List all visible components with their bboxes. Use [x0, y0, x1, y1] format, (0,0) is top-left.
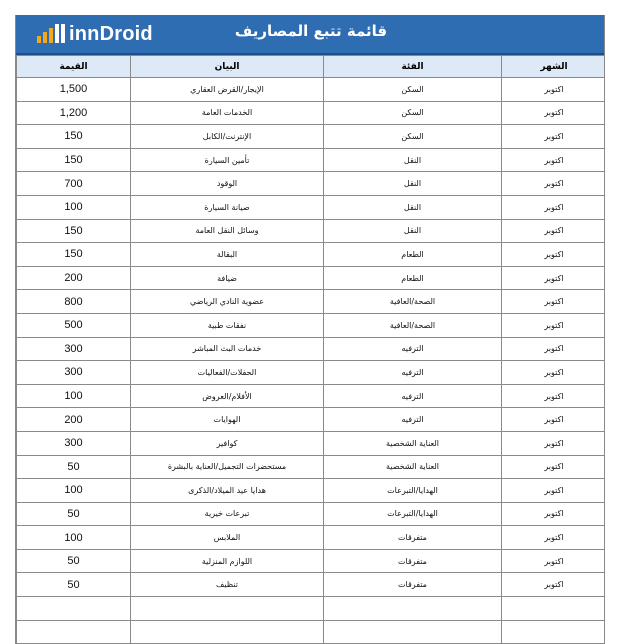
cell-category[interactable]: متفرقات [324, 573, 502, 597]
cell-month[interactable]: اكتوبر [502, 266, 606, 290]
cell-month[interactable]: اكتوبر [502, 337, 606, 361]
column-header-description[interactable]: البيان [131, 56, 324, 78]
table-row [17, 502, 606, 526]
cell-category[interactable]: السكن [324, 101, 502, 125]
cell-month[interactable]: اكتوبر [502, 549, 606, 573]
cell-value[interactable]: 100 [17, 526, 131, 550]
table-row [17, 195, 606, 219]
cell-description[interactable]: مستحضرات التجميل/العناية بالبشرة [131, 455, 324, 479]
cell-description[interactable]: الأفلام/العروض [131, 384, 324, 408]
cell-description[interactable]: هدايا عيد الميلاد/الذكرى [131, 479, 324, 503]
table-row [17, 219, 606, 243]
table-row [17, 431, 606, 455]
cell-category[interactable]: الطعام [324, 266, 502, 290]
cell-value[interactable]: 800 [17, 290, 131, 314]
table-row [17, 384, 606, 408]
cell-category[interactable]: الهدايا/التبرعات [324, 502, 502, 526]
cell-month[interactable]: اكتوبر [502, 125, 606, 149]
cell-category[interactable]: السكن [324, 125, 502, 149]
cell-month[interactable]: اكتوبر [502, 195, 606, 219]
cell-value[interactable]: 50 [17, 549, 131, 573]
logo-text: innDroid [69, 22, 153, 45]
cell-description[interactable]: اللوازم المنزلية [131, 549, 324, 573]
cell-month[interactable]: اكتوبر [502, 172, 606, 196]
cell-month[interactable]: اكتوبر [502, 408, 606, 432]
cell-description[interactable]: الإيجار/القرض العقاري [131, 78, 324, 102]
cell-category[interactable]: الصحة/العافية [324, 313, 502, 337]
cell-description[interactable]: الحفلات/الفعاليات [131, 361, 324, 385]
table-row [17, 266, 606, 290]
table-row [17, 573, 606, 597]
table-row [17, 290, 606, 314]
cell-category[interactable] [324, 620, 502, 644]
cell-description[interactable]: صيانة السيارة [131, 195, 324, 219]
cell-category[interactable]: الصحة/العافية [324, 290, 502, 314]
cell-category[interactable]: النقل [324, 219, 502, 243]
cell-month[interactable]: اكتوبر [502, 361, 606, 385]
cell-value[interactable]: 700 [17, 172, 131, 196]
cell-description[interactable]: وسائل النقل العامة [131, 219, 324, 243]
cell-description[interactable] [131, 620, 324, 644]
cell-value[interactable]: 50 [17, 455, 131, 479]
cell-month[interactable]: اكتوبر [502, 431, 606, 455]
cell-description[interactable] [131, 597, 324, 621]
brand-logo [36, 22, 153, 46]
bar-chart-logo-icon [36, 23, 66, 45]
cell-month[interactable] [502, 620, 606, 644]
cell-month[interactable]: اكتوبر [502, 101, 606, 125]
cell-value[interactable]: 200 [17, 266, 131, 290]
cell-month[interactable]: اكتوبر [502, 502, 606, 526]
cell-description[interactable]: تأمين السيارة [131, 148, 324, 172]
cell-month[interactable] [502, 597, 606, 621]
column-header-month[interactable]: الشهر [502, 56, 606, 78]
cell-value[interactable] [17, 597, 131, 621]
cell-month[interactable]: اكتوبر [502, 243, 606, 267]
cell-description[interactable]: ضيافة [131, 266, 324, 290]
cell-category[interactable]: النقل [324, 172, 502, 196]
table-row [17, 337, 606, 361]
cell-description[interactable]: عضوية النادي الرياضي [131, 290, 324, 314]
cell-description[interactable]: الإنترنت/الكابل [131, 125, 324, 149]
expense-sheet [15, 15, 605, 644]
cell-category[interactable]: الهدايا/التبرعات [324, 479, 502, 503]
cell-category[interactable]: الترفيه [324, 408, 502, 432]
cell-category[interactable]: العناية الشخصية [324, 431, 502, 455]
table-header-row [17, 56, 606, 78]
cell-value[interactable]: 150 [17, 219, 131, 243]
table-row [17, 313, 606, 337]
cell-month[interactable]: اكتوبر [502, 526, 606, 550]
table-row [17, 455, 606, 479]
table-row [17, 408, 606, 432]
column-header-value[interactable]: القيمة [17, 56, 131, 78]
cell-month[interactable]: اكتوبر [502, 290, 606, 314]
table-row [17, 526, 606, 550]
cell-value[interactable]: 500 [17, 313, 131, 337]
cell-value[interactable]: 150 [17, 148, 131, 172]
cell-value[interactable]: 200 [17, 408, 131, 432]
table-row [17, 620, 606, 644]
table-row [17, 148, 606, 172]
cell-month[interactable]: اكتوبر [502, 219, 606, 243]
cell-category[interactable]: العناية الشخصية [324, 455, 502, 479]
table-row [17, 361, 606, 385]
column-header-category[interactable]: الفئة [324, 56, 502, 78]
cell-month[interactable]: اكتوبر [502, 573, 606, 597]
cell-description[interactable]: البقالة [131, 243, 324, 267]
cell-description[interactable]: الملابس [131, 526, 324, 550]
cell-value[interactable]: 150 [17, 125, 131, 149]
table-row [17, 479, 606, 503]
table-row [17, 78, 606, 102]
cell-value[interactable]: 300 [17, 361, 131, 385]
cell-description[interactable]: تبرعات خيرية [131, 502, 324, 526]
cell-category[interactable]: متفرقات [324, 526, 502, 550]
cell-value[interactable]: 300 [17, 337, 131, 361]
cell-category[interactable]: النقل [324, 148, 502, 172]
cell-month[interactable]: اكتوبر [502, 479, 606, 503]
expense-table [16, 55, 605, 644]
cell-description[interactable]: خدمات البث المباشر [131, 337, 324, 361]
cell-category[interactable]: الترفيه [324, 384, 502, 408]
table-row [17, 101, 606, 125]
cell-category[interactable]: متفرقات [324, 549, 502, 573]
cell-value[interactable]: 50 [17, 573, 131, 597]
title-banner [16, 15, 604, 55]
cell-category[interactable]: السكن [324, 78, 502, 102]
cell-category[interactable]: الترفيه [324, 337, 502, 361]
cell-category[interactable] [324, 597, 502, 621]
table-row [17, 549, 606, 573]
cell-description[interactable]: الهوايات [131, 408, 324, 432]
cell-value[interactable]: 50 [17, 502, 131, 526]
table-row [17, 597, 606, 621]
cell-month[interactable]: اكتوبر [502, 148, 606, 172]
table-row [17, 243, 606, 267]
cell-month[interactable]: اكتوبر [502, 455, 606, 479]
cell-month[interactable]: اكتوبر [502, 78, 606, 102]
cell-value[interactable]: 100 [17, 384, 131, 408]
cell-month[interactable]: اكتوبر [502, 384, 606, 408]
cell-value[interactable] [17, 620, 131, 644]
cell-value[interactable]: 1,200 [17, 101, 131, 125]
cell-description[interactable]: نفقات طبية [131, 313, 324, 337]
cell-value[interactable]: 150 [17, 243, 131, 267]
table-row [17, 172, 606, 196]
cell-description[interactable]: الوقود [131, 172, 324, 196]
cell-category[interactable]: الترفيه [324, 361, 502, 385]
cell-description[interactable]: تنظيف [131, 573, 324, 597]
cell-value[interactable]: 100 [17, 195, 131, 219]
cell-description[interactable]: كوافير [131, 431, 324, 455]
cell-value[interactable]: 300 [17, 431, 131, 455]
cell-value[interactable]: 1,500 [17, 78, 131, 102]
cell-category[interactable]: النقل [324, 195, 502, 219]
table-row [17, 125, 606, 149]
cell-value[interactable]: 100 [17, 479, 131, 503]
cell-description[interactable]: الخدمات العامة [131, 101, 324, 125]
page-title: قائمة تتبع المصاريف [234, 22, 388, 40]
cell-category[interactable]: الطعام [324, 243, 502, 267]
cell-month[interactable]: اكتوبر [502, 313, 606, 337]
